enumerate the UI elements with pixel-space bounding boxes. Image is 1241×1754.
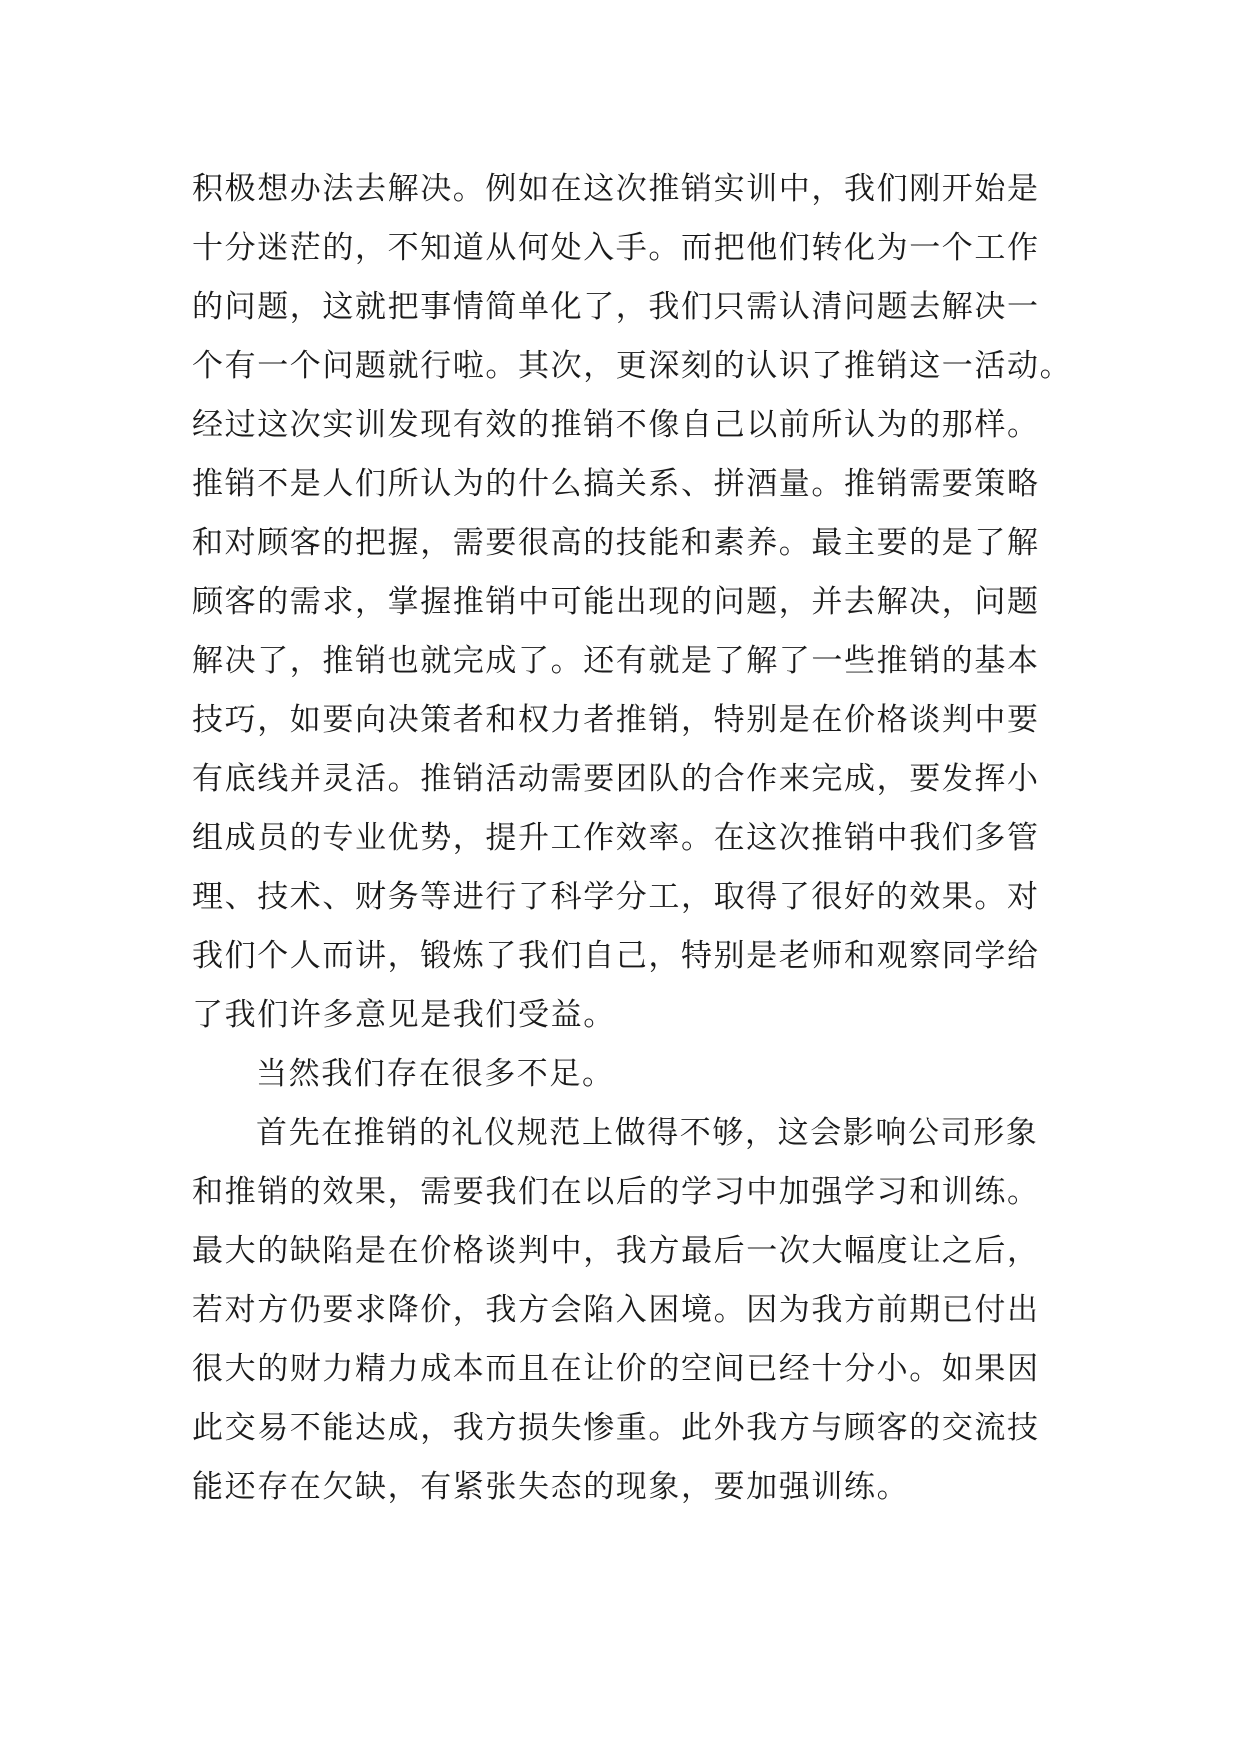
text-line: 和对顾客的把握，需要很高的技能和素养。最主要的是了解 xyxy=(192,525,1040,561)
text-line: 技巧，如要向决策者和权力者推销，特别是在价格谈判中要 xyxy=(192,702,1040,738)
text-line: 经过这次实训发现有效的推销不像自己以前所认为的那样。 xyxy=(192,407,1040,443)
text-line: 和推销的效果，需要我们在以后的学习中加强学习和训练。 xyxy=(192,1174,1040,1210)
text-line: 个有一个问题就行啦。其次，更深刻的认识了推销这一活动。 xyxy=(192,348,1073,384)
text-line: 当然我们存在很多不足。 xyxy=(256,1056,615,1092)
text-line: 我们个人而讲，锻炼了我们自己，特别是老师和观察同学给 xyxy=(192,938,1040,974)
text-line: 了我们许多意见是我们受益。 xyxy=(192,997,616,1033)
text-line: 十分迷茫的，不知道从何处入手。而把他们转化为一个工作 xyxy=(192,230,1040,266)
text-line: 推销不是人们所认为的什么搞关系、拼酒量。推销需要策略 xyxy=(192,466,1040,502)
text-line: 的问题，这就把事情简单化了，我们只需认清问题去解决一 xyxy=(192,289,1040,325)
text-line: 此交易不能达成，我方损失惨重。此外我方与顾客的交流技 xyxy=(192,1410,1040,1446)
text-line: 最大的缺陷是在价格谈判中，我方最后一次大幅度让之后， xyxy=(192,1233,1040,1269)
text-line: 顾客的需求，掌握推销中可能出现的问题，并去解决，问题 xyxy=(192,584,1040,620)
text-line: 积极想办法去解决。例如在这次推销实训中，我们刚开始是 xyxy=(192,171,1040,207)
text-line: 组成员的专业优势，提升工作效率。在这次推销中我们多管 xyxy=(192,820,1040,856)
text-line: 首先在推销的礼仪规范上做得不够，这会影响公司形象 xyxy=(256,1115,1039,1151)
text-line: 有底线并灵活。推销活动需要团队的合作来完成，要发挥小 xyxy=(192,761,1040,797)
text-line: 能还存在欠缺，有紧张失态的现象，要加强训练。 xyxy=(192,1469,910,1505)
text-line: 若对方仍要求降价，我方会陷入困境。因为我方前期已付出 xyxy=(192,1292,1040,1328)
text-line: 理、技术、财务等进行了科学分工，取得了很好的效果。对 xyxy=(192,879,1040,915)
text-line: 解决了，推销也就完成了。还有就是了解了一些推销的基本 xyxy=(192,643,1040,679)
text-line: 很大的财力精力成本而且在让价的空间已经十分小。如果因 xyxy=(192,1351,1040,1387)
document-body xyxy=(192,160,1072,1517)
